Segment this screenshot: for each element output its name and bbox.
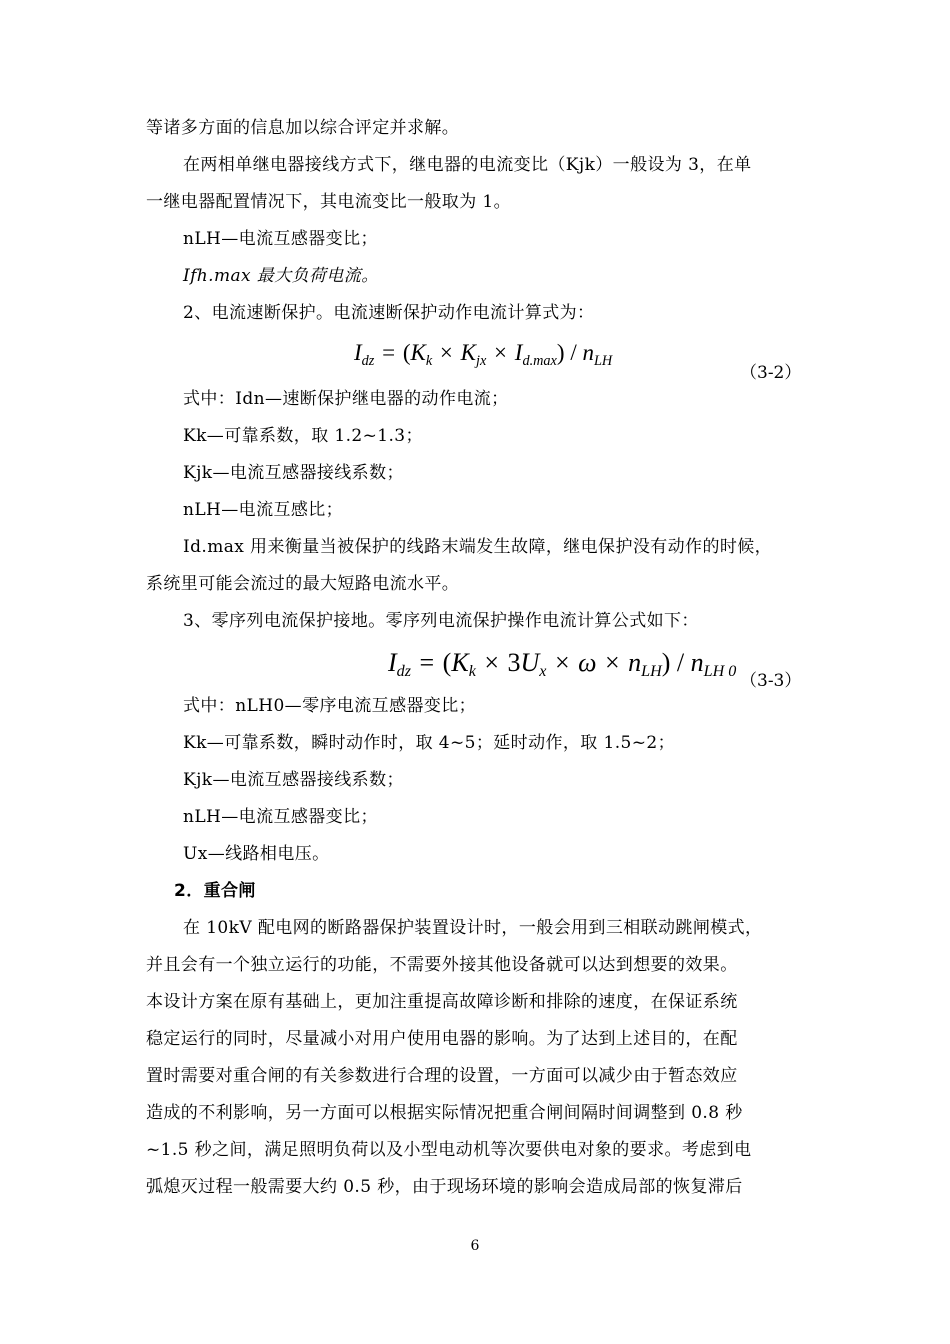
text-line: 置时需要对重合闸的有关参数进行合理的设置，一方面可以减少由于暂态效应 bbox=[146, 1066, 738, 1086]
section-heading: 2．重合闸 bbox=[174, 881, 256, 901]
text-line: 等诸多方面的信息加以综合评定并求解。 bbox=[146, 118, 460, 138]
text-line: 在两相单继电器接线方式下，继电器的电流变比（Kjk）一般设为 3，在单 bbox=[183, 155, 752, 175]
text-line: 弧熄灭过程一般需要大约 0.5 秒，由于现场环境的影响会造成局部的恢复滞后 bbox=[146, 1177, 743, 1197]
text-line: Kk—可靠系数，瞬时动作时，取 4~5；延时动作，取 1.5~2； bbox=[183, 733, 675, 753]
page-number: 6 bbox=[470, 1238, 480, 1254]
text-line: Ux—线路相电压。 bbox=[183, 844, 330, 864]
text-line: nLH—电流互感器变比； bbox=[183, 229, 378, 249]
formula-3-2: $I_{dz} = (K_k \times K_{jx} \times I_{d.max}) / n_{LH}$ bbox=[354, 340, 613, 369]
equation-number-3-3: （3-3） bbox=[740, 671, 802, 691]
text-line: 式中：Idn—速断保护继电器的动作电流； bbox=[183, 389, 509, 409]
text-line: 造成的不利影响，另一方面可以根据实际情况把重合闸间隔时间调整到 0.8 秒 bbox=[146, 1103, 743, 1123]
text-line: nLH—电流互感器变比； bbox=[183, 807, 378, 827]
text-line: 2、电流速断保护。电流速断保护动作电流计算式为： bbox=[183, 303, 595, 323]
text-line: 系统里可能会流过的最大短路电流水平。 bbox=[146, 574, 460, 594]
text-line: ~1.5 秒之间，满足照明负荷以及小型电动机等次要供电对象的要求。考虑到电 bbox=[146, 1140, 752, 1160]
equation-number-3-2: （3-2） bbox=[740, 363, 802, 383]
text-line: 一继电器配置情况下，其电流变比一般取为 1。 bbox=[146, 192, 512, 212]
text-line: Kjk—电流互感器接线系数； bbox=[183, 463, 404, 483]
text-line: 在 10kV 配电网的断路器保护装置设计时，一般会用到三相联动跳闸模式， bbox=[183, 918, 763, 938]
text-line: 3、零序列电流保护接地。零序列电流保护操作电流计算公式如下： bbox=[183, 611, 699, 631]
formula-3-3: $I_{dz} = (K_k \times 3U_x \times \omega \times n_{LH}) / n_{LH 0}$ bbox=[388, 648, 737, 680]
text-line: 式中：nLH0—零序电流互感器变比； bbox=[183, 696, 477, 716]
text-line: Kjk—电流互感器接线系数； bbox=[183, 770, 404, 790]
text-line: 稳定运行的同时，尽量减小对用户使用电器的影响。为了达到上述目的，在配 bbox=[146, 1029, 738, 1049]
text-line: Kk—可靠系数，取 1.2~1.3； bbox=[183, 426, 423, 446]
text-line: nLH—电流互感比； bbox=[183, 500, 344, 520]
text-line: 并且会有一个独立运行的功能，不需要外接其他设备就可以达到想要的效果。 bbox=[146, 955, 738, 975]
text-line: Ifh.max 最大负荷电流。 bbox=[183, 266, 379, 286]
text-line: Id.max 用来衡量当被保护的线路末端发生故障，继电保护没有动作的时候， bbox=[183, 537, 773, 557]
text-line: 本设计方案在原有基础上，更加注重提高故障诊断和排除的速度，在保证系统 bbox=[146, 992, 738, 1012]
